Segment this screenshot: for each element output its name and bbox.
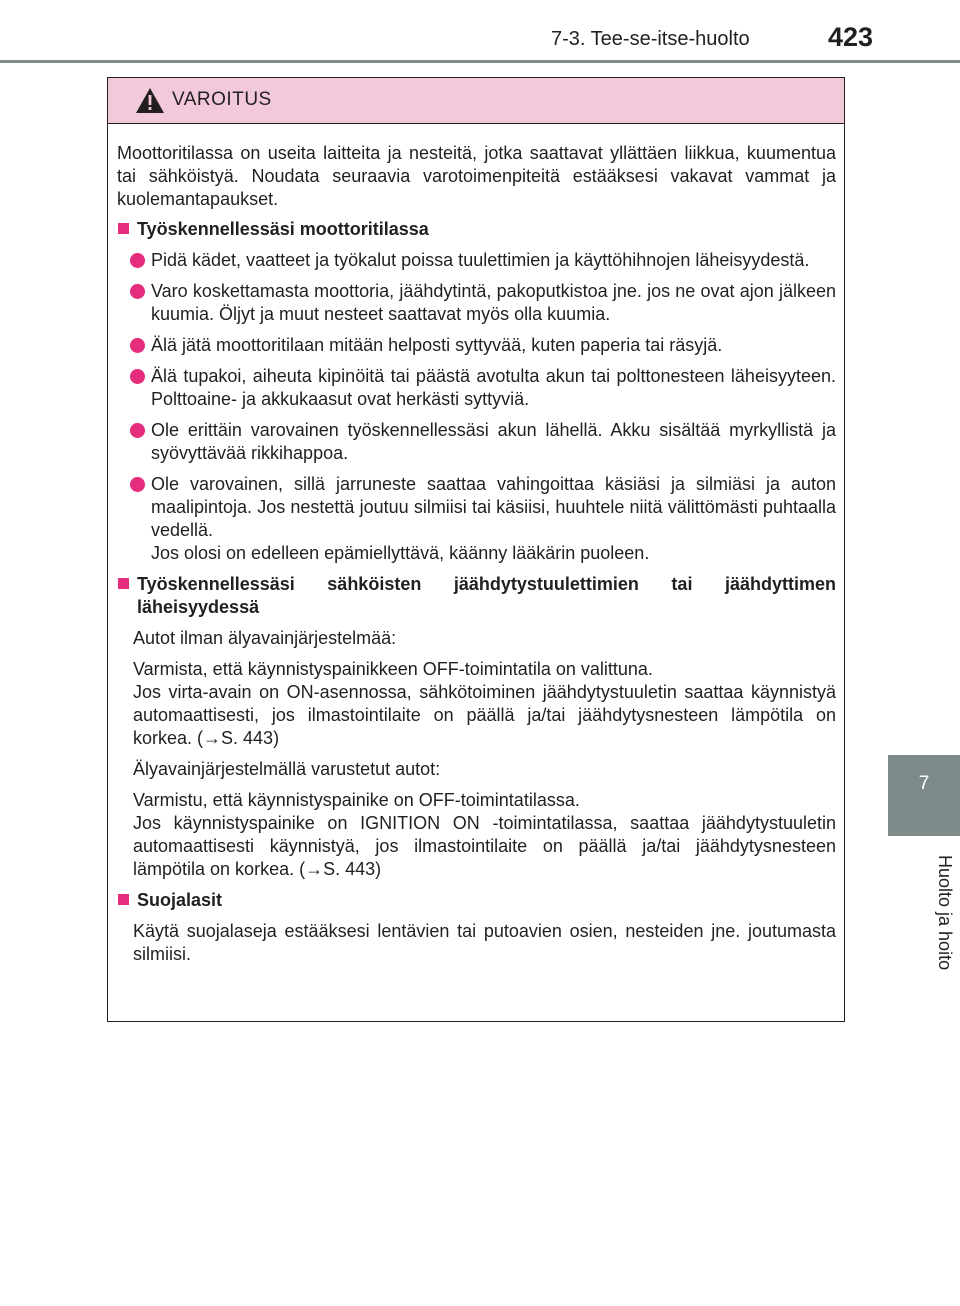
paragraph: Autot ilman älyavainjärjestelmää:: [133, 628, 397, 648]
warning-content: [117, 142, 836, 974]
round-bullet-icon: [130, 253, 145, 268]
list-item-text: Ole erittäin varovainen työskennellessäsi akun lähellä. Akku sisältää myrkyllistä ja syövyttävää rikkihappoa.: [151, 420, 836, 463]
warning-triangle-icon: [135, 87, 165, 114]
warning-header: [108, 78, 844, 124]
paragraph-line: Jos virta-avain on ON-asennossa, sähkötoiminen jäähdytystuuletin saattaa käynnistyä automaattisesti, jos ilmastointilaite on päällä ja/tai jäähdytysnesteen lämpötila on korkea. (→S. 443): [133, 682, 836, 748]
page-number: 423: [828, 22, 874, 52]
list-item-text: Ole varovainen, sillä jarruneste saattaa vahingoittaa käsiäsi ja silmiäsi ja auton maalipintoja. Jos nestettä joutuu silmiisi tai käsiisi, huuhtele niitä välittömästi puhtaalla vedellä.: [151, 474, 836, 540]
list-item: [117, 249, 836, 272]
square-bullet-icon: [118, 223, 129, 234]
list-item-text: Älä jätä moottoritilaan mitään helposti syttyvää, kuten paperia tai räsyjä.: [151, 335, 723, 355]
list-item-text-continued: Jos olosi on edelleen epämiellyttävä, käänny lääkärin puoleen.: [151, 543, 650, 563]
list-item-text: Varo koskettamasta moottoria, jäähdytintä, pakoputkistoa jne. jos ne ovat ajon jälkeen kuumia. Öljyt ja muut nesteet saattavat myös olla kuumia.: [151, 281, 836, 324]
header-divider: [0, 60, 960, 63]
list-item: [117, 334, 836, 357]
list-item: [117, 473, 836, 565]
header-section-title: 7-3. Tee-se-itse-huolto: [551, 28, 750, 50]
round-bullet-icon: [130, 477, 145, 492]
square-bullet-icon: [118, 894, 129, 905]
section-heading-text: Suojalasit: [137, 890, 223, 910]
round-bullet-icon: [130, 369, 145, 384]
warning-title: VAROITUS: [172, 89, 272, 110]
list-item-text: Pidä kädet, vaatteet ja työkalut poissa tuulettimien ja käyttöhihnojen läheisyydestä.: [151, 250, 810, 270]
list-item: [117, 280, 836, 326]
section-heading-goggles: [117, 889, 836, 912]
round-bullet-icon: [130, 338, 145, 353]
section-heading-text: Työskennellessäsi moottoritilassa: [137, 219, 429, 239]
warning-intro: Moottoritilassa on useita laitteita ja nesteitä, jotka saattavat yllättäen liikkua, kuumentua tai sähköistyä. Noudata seuraavia varotoimenpiteitä estääksesi vakavat vammat ja kuolemantapaukset.: [117, 143, 836, 209]
chapter-number: 7: [918, 773, 930, 794]
paragraph: Älyavainjärjestelmällä varustetut autot:: [133, 759, 441, 779]
paragraph-line: Jos käynnistyspainike on IGNITION ON -toimintatilassa, saattaa jäähdytystuuletin automaattisesti käynnistyä, jos ilmastointilaite on päällä ja/tai jäähdytysnesteen lämpötila on korkea. (→S. 443): [133, 813, 836, 879]
warning-box: [107, 77, 845, 1022]
paragraph-line: Varmistu, että käynnistyspainike on OFF-toimintatilassa.: [133, 790, 580, 810]
chapter-tab: [888, 755, 960, 836]
list-item: [117, 419, 836, 465]
chapter-title: Huolto ja hoito: [935, 855, 955, 971]
round-bullet-icon: [130, 423, 145, 438]
square-bullet-icon: [118, 578, 129, 589]
list-item-text: Älä tupakoi, aiheuta kipinöitä tai päästä avotulta akun tai polttonesteen läheisyyteen. Polttoaine- ja akkukaasut ovat herkästi syttyviä.: [151, 366, 836, 409]
section-heading-engine-bay: [117, 218, 836, 241]
round-bullet-icon: [130, 284, 145, 299]
paragraph: [117, 789, 836, 881]
list-item: [117, 365, 836, 411]
paragraph: Käytä suojalaseja estääksesi lentävien tai putoavien osien, nesteiden jne. joutumasta silmiisi.: [133, 921, 836, 964]
paragraph-line: Varmista, että käynnistyspainikkeen OFF-toimintatila on valittuna.: [133, 659, 653, 679]
section-heading-text: Työskennellessäsi sähköisten jäähdytystuulettimien tai jäähdyttimen läheisyydessä: [137, 574, 836, 617]
paragraph: [117, 658, 836, 750]
section-heading-cooling-fans: [117, 573, 836, 619]
